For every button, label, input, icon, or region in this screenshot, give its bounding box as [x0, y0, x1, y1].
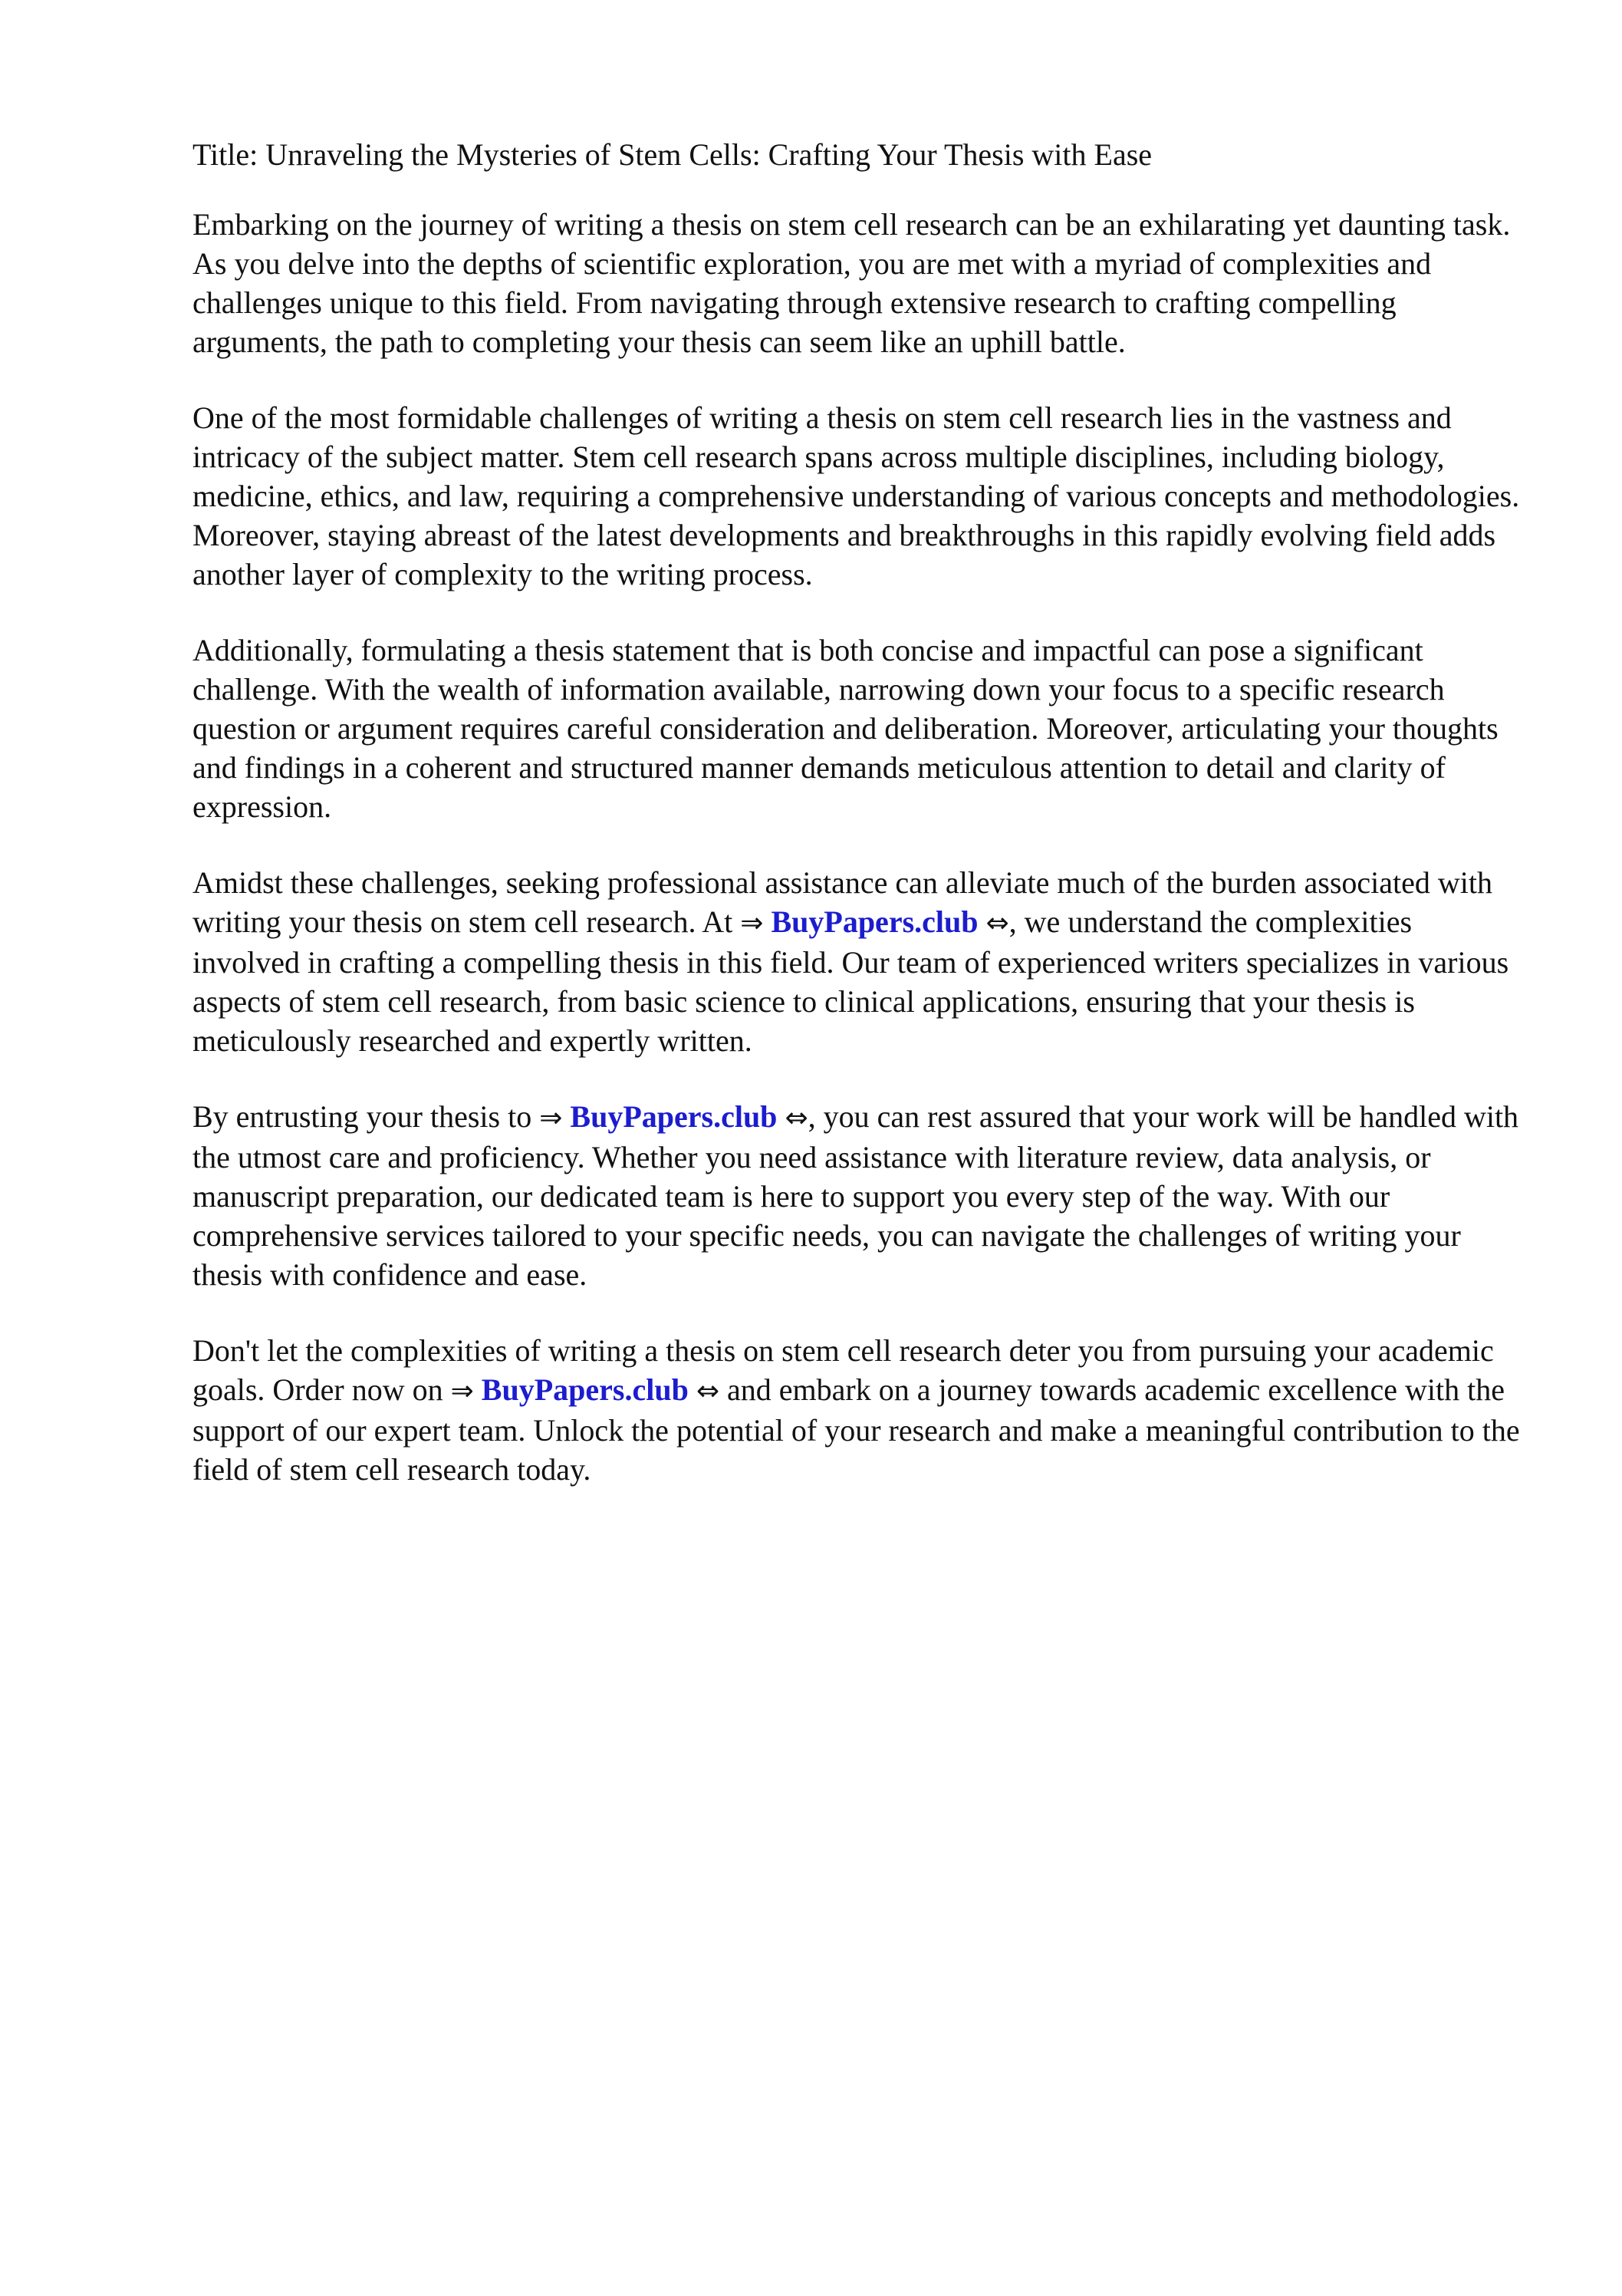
paragraph-4-text-after: , we understand the complexities involved in crafting a compelling thesis in this field. Our team of experienced writers specializes in various aspects of stem cell research, from basic science to clinical applications, ensuring that your thesis is meticulously researched and expertly written.: [192, 904, 1509, 1058]
paragraph-4: [192, 863, 1527, 1060]
paragraph-6-text-after: and embark on a journey towards academic excellence with the support of our expert team. Unlock the potential of your research and make a meaningful contribution to the field of stem cell research today.: [192, 1372, 1520, 1487]
double-arrow-icon: ⇔: [785, 1102, 808, 1134]
paragraph-5: [192, 1097, 1527, 1294]
paragraph-4-text-before: Amidst these challenges, seeking professional assistance can alleviate much of the burden associated with writing your thesis on stem cell research. At: [192, 865, 1493, 939]
paragraph-3: Additionally, formulating a thesis statement that is both concise and impactful can pose a significant challenge. With the wealth of information available, narrowing down your focus to a specific research question or argument requires careful consideration and deliberation. Moreover, articulating your thoughts and findings in a coherent and structured manner demands meticulous attention to detail and clarity of expression.: [192, 633, 1499, 824]
paragraph-6-text-before: Don't let the complexities of writing a thesis on stem cell research deter you from pursuing your academic goals. Order now on: [192, 1333, 1494, 1407]
paragraph-5-text-after: , you can rest assured that your work will be handled with the utmost care and proficiency. Whether you need assistance with literature review, data analysis, or manuscript preparation, our dedicated team is here to support you every step of the way. With our comprehensive services tailored to your specific needs, you can navigate the challenges of writing your thesis with confidence and ease.: [192, 1099, 1519, 1292]
double-arrow-icon: ⇔: [985, 908, 1009, 939]
right-arrow-icon: ⇒: [450, 1375, 474, 1407]
buypapers-link[interactable]: BuyPapers.club: [481, 1372, 689, 1407]
buypapers-link[interactable]: BuyPapers.club: [771, 904, 979, 939]
document-body: [192, 135, 1527, 1526]
paragraph-5-text-before: By entrusting your thesis to: [192, 1099, 540, 1134]
document-title: Title: Unraveling the Mysteries of Stem Cells: Crafting Your Thesis with Ease: [192, 137, 1153, 172]
right-arrow-icon: ⇒: [539, 1102, 563, 1134]
paragraph-6: [192, 1331, 1527, 1489]
paragraph-2: One of the most formidable challenges of writing a thesis on stem cell research lies in the vastness and intricacy of the subject matter. Stem cell research spans across multiple disciplines, including biology, medicine, ethics, and law, requiring a comprehensive understanding of various concepts and methodologies. Moreover, staying abreast of the latest developments and breakthroughs in this rapidly evolving field adds another layer of complexity to the writing process.: [192, 400, 1520, 591]
double-arrow-icon: ⇔: [696, 1375, 719, 1407]
right-arrow-icon: ⇒: [740, 908, 764, 939]
buypapers-link[interactable]: BuyPapers.club: [570, 1099, 778, 1134]
paragraph-1: Embarking on the journey of writing a thesis on stem cell research can be an exhilarating yet daunting task. As you delve into the depths of scientific exploration, you are met with a myriad of complexities and challenges unique to this field. From navigating through extensive research to crafting compelling arguments, the path to completing your thesis can seem like an uphill battle.: [192, 207, 1511, 359]
